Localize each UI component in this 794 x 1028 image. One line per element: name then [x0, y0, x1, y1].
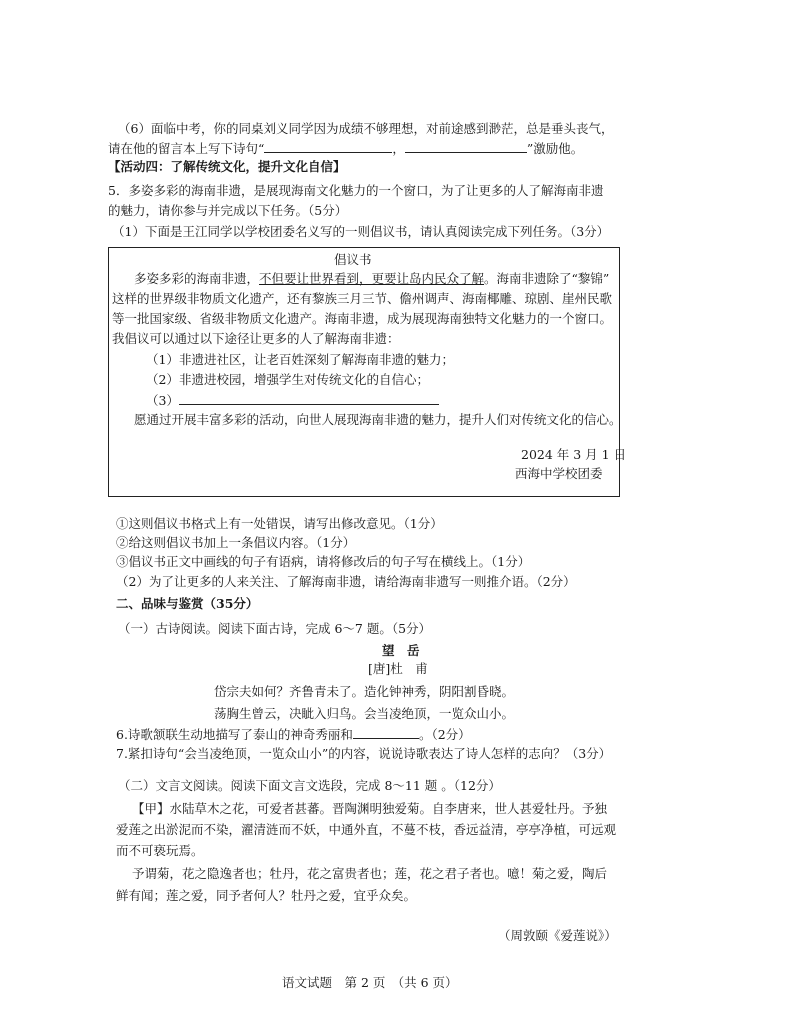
q6-poem — [116, 726, 471, 743]
poem-intro: （一）古诗阅读。阅读下面古诗，完成 6～7 题。（5分） — [118, 621, 432, 636]
section2-heading: 二、品味与鉴赏（35分） — [116, 596, 259, 611]
activity4-heading: 【活动四：了解传统文化，提升文化自信】 — [108, 159, 346, 174]
proposal-p1-pre: 多姿多彩的海南非遗， — [134, 271, 260, 286]
proposal-date: 2024 年 3 月 1 日 — [521, 447, 627, 462]
proposal-p3: 等一批国家级、省级非物质文化遗产。海南非遗，成为展现海南独特文化魅力的一个窗口。 — [112, 311, 613, 326]
answer-blank-1[interactable] — [264, 140, 392, 153]
prose-intro: （二）文言文阅读。阅读下面文言文选段，完成 8～11 题 。（12分） — [118, 778, 501, 793]
prose-line2: 爱莲之出淤泥而不染，濯清涟而不妖，中通外直，不蔓不枝，香远益清，亭亭净植，可远观 — [116, 822, 617, 837]
proposal-item2: （2）非遗进校园，增强学生对传统文化的自信心； — [146, 372, 429, 387]
task4: （2）为了让更多的人来关注、了解海南非遗，请给海南非遗写一则推介语。（2分） — [116, 574, 576, 589]
proposal-signer: 西海中学校团委 — [515, 466, 603, 481]
prose-source: （周敦颐《爱莲说》） — [498, 928, 617, 943]
proposal-closing: 愿通过开展丰富多彩的活动，向世人展现海南非遗的魅力，提升人们对传统文化的信心。 — [134, 412, 622, 427]
proposal-p1-post: 。海南非遗除了“黎锦” — [484, 271, 610, 286]
proposal-p4: 我倡议可以通过以下途径让更多的人了解海南非遗： — [112, 331, 400, 346]
answer-blank-4[interactable] — [353, 726, 419, 739]
q7-poem: 7.紧扣诗句“会当凌绝顶，一览众山小”的内容，说说诗歌表达了诗人怎样的志向？（3分） — [116, 746, 612, 761]
proposal-underlined-sentence: 不但要让世界看到，更要让岛内民众了解 — [259, 271, 485, 286]
poem-line2: 荡胸生曾云，决眦入归鸟。会当凌绝顶，一览众山小。 — [214, 706, 515, 721]
q6-poem-pre: 6.诗歌颔联生动地描写了泰山的神奇秀丽和 — [116, 727, 353, 742]
q6-poem-post: 。（2分） — [418, 727, 471, 742]
q5-sub1: （1）下面是王江同学以学校团委名义写的一则倡议书，请认真阅读完成下列任务。（3分） — [112, 224, 610, 239]
q6-line1: （6）面临中考，你的同桌刘义同学因为成绩不够理想，对前途感到渺茫，总是垂头丧气， — [118, 121, 614, 136]
answer-blank-2[interactable] — [405, 140, 527, 153]
q5-line1: 5．多姿多彩的海南非遗，是展现海南文化魅力的一个窗口，为了让更多的人了解海南非遗 — [108, 183, 604, 198]
q6-line2-mid: ， — [392, 141, 405, 156]
task2: ②给这则倡议书加上一条倡议内容。（1分） — [116, 535, 356, 550]
poem-title: 望 岳 — [382, 643, 420, 658]
poem-line1: 岱宗夫如何？齐鲁青未了。造化钟神秀，阴阳割昏晓。 — [214, 684, 515, 699]
proposal-title: 倡议书 — [334, 252, 372, 267]
page-footer: 语文试题 第 2 页 （共 6 页） — [282, 975, 458, 990]
prose-line4: 予谓菊，花之隐逸者也；牡丹，花之富贵者也；莲，花之君子者也。噫！菊之爱，陶后 — [132, 866, 608, 881]
proposal-p1 — [134, 271, 609, 287]
task3: ③倡议书正文中画线的句子有语病，请将修改后的句子写在横线上。（1分） — [116, 554, 531, 569]
proposal-p2: 这样的世界级非物质文化遗产，还有黎族三月三节、儋州调声、海南椰雕、琼剧、崖州民歌 — [112, 291, 613, 306]
proposal-item3-label: （3） — [146, 393, 179, 408]
prose-line5: 鲜有闻；莲之爱，同予者何人？牡丹之爱，宜乎众矣。 — [116, 888, 417, 903]
q5-line2: 的魅力，请你参与并完成以下任务。（5分） — [108, 203, 348, 218]
proposal-item3 — [146, 392, 439, 409]
q6-line2 — [108, 140, 583, 157]
answer-blank-3[interactable] — [179, 392, 439, 405]
proposal-item1: （1）非遗进社区，让老百姓深刻了解海南非遗的魅力； — [146, 352, 454, 367]
prose-line3: 而不可亵玩焉。 — [116, 843, 204, 858]
q6-line2-pre: 请在他的留言本上写下诗句“ — [108, 141, 265, 156]
poem-author: [唐]杜 甫 — [368, 661, 428, 676]
prose-line1: 【甲】水陆草木之花，可爱者甚蕃。晋陶渊明独爱菊。自李唐来，世人甚爱牡丹。予独 — [132, 801, 608, 816]
task1: ①这则倡议书格式上有一处错误，请写出修改意见。（1分） — [116, 516, 443, 531]
q6-line2-post: ”激励他。 — [526, 141, 584, 156]
